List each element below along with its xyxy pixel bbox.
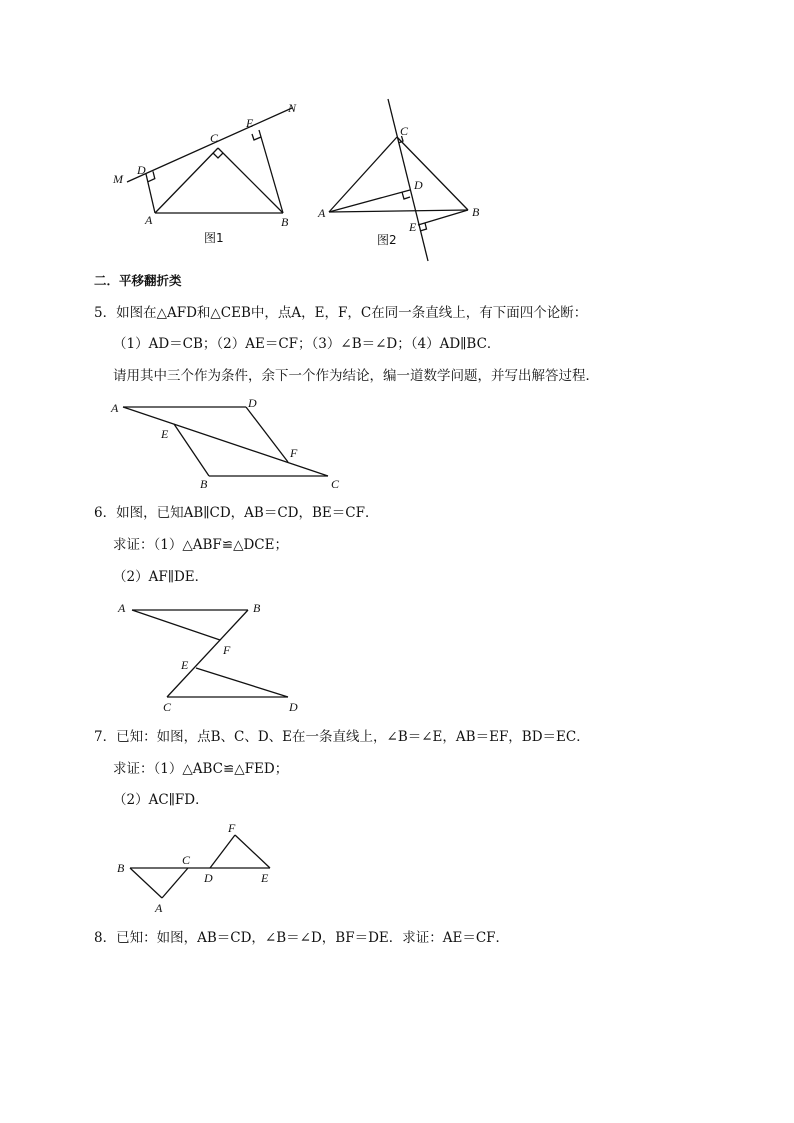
problem-5-conditions: （1）AD＝CB；（2）AE＝CF；（3）∠B＝∠D；（4）AD∥BC． (113, 336, 501, 352)
right-angle-mark-e (252, 134, 261, 140)
label-b: B (200, 477, 208, 491)
label-e: E (181, 658, 189, 672)
problem-5-svg (106, 394, 356, 494)
problem-6-stem: 6．如图，已知AB∥CD，AB＝CD，BE＝CF． (94, 505, 379, 521)
right-angle-mark-d (148, 171, 155, 181)
segment-eb (174, 424, 209, 476)
problem-6-proof-1: 求证：（1）△ABF≌△DCE； (113, 537, 288, 553)
label-e: E (246, 116, 254, 130)
problem-6-svg (110, 596, 310, 716)
label-n: N (288, 101, 297, 115)
segment-be (418, 210, 468, 225)
label-a: A (111, 401, 119, 415)
figure-2-caption: 图2 (377, 233, 397, 247)
label-c: C (210, 131, 219, 145)
segment-af (132, 610, 220, 640)
label-c: C (163, 700, 172, 714)
label-b: B (281, 215, 289, 229)
figure-2 (310, 95, 500, 265)
right-angle-mark-d (402, 192, 410, 199)
label-e: E (409, 220, 417, 234)
label-b: B (253, 601, 261, 615)
segment-df (246, 407, 288, 462)
segment-fe (235, 835, 270, 868)
label-d: D (204, 871, 213, 885)
figure-2-svg (310, 95, 500, 265)
problem-6-figure (110, 596, 310, 716)
problem-7-figure (108, 818, 288, 918)
label-a: A (145, 213, 153, 227)
label-d: D (414, 178, 423, 192)
figure-1 (100, 95, 310, 255)
segment-ca (329, 137, 397, 212)
segment-ad (329, 190, 410, 212)
label-a: A (318, 206, 326, 220)
label-c: C (331, 477, 340, 491)
label-a: A (155, 901, 163, 915)
label-d: D (289, 700, 298, 714)
right-angle-mark-c (213, 153, 223, 158)
figure-1-svg (100, 95, 310, 255)
problem-7-svg (108, 818, 288, 918)
label-a: A (118, 601, 126, 615)
figure-1-caption: 图1 (204, 231, 224, 245)
segment-cb (397, 137, 468, 210)
segment-ab (329, 210, 468, 212)
segment-ac (155, 148, 218, 213)
label-c: C (182, 853, 191, 867)
segment-df (210, 835, 235, 868)
line-mn (127, 108, 292, 182)
segment-bc (167, 610, 248, 697)
problem-7-stem: 7．已知：如图，点B、C、D、E在一条直线上，∠B＝∠E，AB＝EF，BD＝EC． (94, 729, 590, 745)
problem-5-figure (106, 394, 356, 494)
segment-ed (196, 668, 288, 697)
label-d: D (137, 163, 146, 177)
label-f: F (290, 446, 298, 460)
problem-8-stem: 8．已知：如图，AB＝CD，∠B＝∠D，BF＝DE．求证：AE＝CF． (94, 930, 510, 946)
segment-ac (123, 407, 328, 476)
label-b: B (117, 861, 125, 875)
problem-6-proof-2: （2）AF∥DE． (113, 569, 209, 585)
label-m: M (113, 172, 123, 186)
label-d: D (248, 396, 257, 410)
segment-ba (130, 868, 162, 898)
segment-ad (146, 174, 155, 213)
problem-5-task: 请用其中三个作为条件，余下一个作为结论，编一道数学问题，并写出解答过程． (113, 368, 599, 384)
label-b: B (472, 205, 480, 219)
label-e: E (161, 427, 169, 441)
problem-7-proof-2: （2）AC∥FD． (113, 792, 209, 808)
label-f: F (228, 821, 236, 835)
problem-5-stem: 5．如图在△AFD和△CEB中，点A，E，F，C在同一条直线上，有下面四个论断： (94, 305, 588, 321)
problem-7-proof-1: 求证：（1）△ABC≌△FED； (113, 761, 289, 777)
segment-ac (162, 868, 188, 898)
section-title: 二．平移翻折类 (94, 273, 182, 288)
label-e: E (261, 871, 269, 885)
label-f: F (223, 643, 231, 657)
label-c: C (400, 124, 409, 138)
